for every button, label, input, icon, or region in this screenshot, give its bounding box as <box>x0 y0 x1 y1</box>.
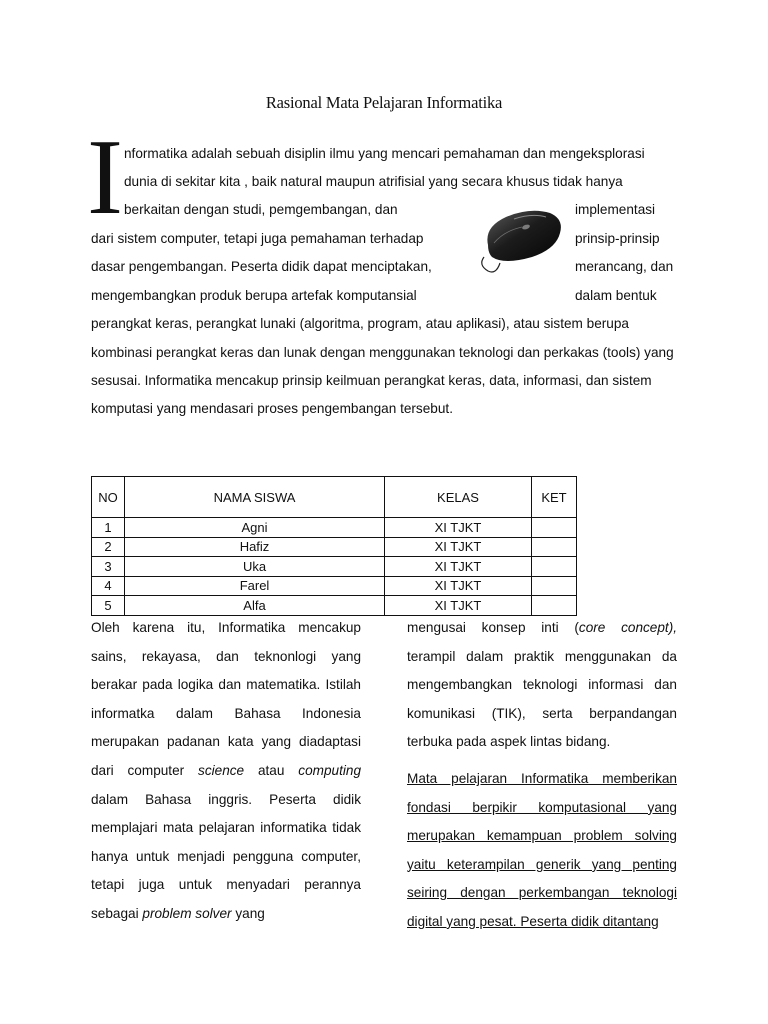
page-title: Rasional Mata Pelajaran Informatika <box>265 93 503 112</box>
left-text-yang: yang <box>235 905 265 921</box>
cell-nama: Hafiz <box>125 537 385 557</box>
left-text-problem-solver: problem solver <box>142 905 232 921</box>
table-header-row <box>92 477 577 518</box>
cell-nama: Farel <box>125 576 385 596</box>
cell-nama: Agni <box>125 518 385 538</box>
left-text-2: dalam Bahasa inggris. Peserta didik memplajari mata pelajaran informatika tidak hanya untuk menjadi pengguna computer, tetapi juga untuk menyadari perannya sebagai <box>91 791 361 921</box>
right-text-1a: mengusai konsep inti ( <box>407 620 579 635</box>
cell-ket <box>532 518 577 538</box>
left-text-science: science <box>198 762 245 778</box>
student-table <box>91 476 577 616</box>
header-kelas: KELAS <box>385 477 532 518</box>
cell-no: 5 <box>92 596 125 616</box>
table-row <box>92 518 577 538</box>
cell-no: 3 <box>92 557 125 577</box>
left-text-atau: atau <box>257 762 285 778</box>
left-text-1: Oleh karena itu, Informatika mencakup sains, rekayasa, dan teknonlogi yang berakar pada logika dan matematika. Istilah informatka dalam Bahasa Indonesia merupakan padanan kata yang diadaptasi dari computer <box>91 620 361 778</box>
table-row <box>92 576 577 596</box>
intro-line-5b: merancang, dan <box>575 259 674 274</box>
cell-no: 4 <box>92 576 125 596</box>
intro-line-4b: prinsip-prinsip <box>575 231 660 246</box>
cell-no: 2 <box>92 537 125 557</box>
cell-ket <box>532 557 577 577</box>
cell-kelas: XI TJKT <box>385 518 532 538</box>
right-text-core-concept: core concept), <box>578 620 678 635</box>
right-text-1b: terampil dalam praktik menggunakan da mengembangkan teknologi informasi dan komunikasi (TIK), serta berpandangan terbuka pada aspek lintas bidang. <box>407 648 677 750</box>
cell-ket <box>532 576 577 596</box>
intro-line-4a: dari sistem computer, tetapi juga pemahaman terhadap <box>91 231 424 246</box>
cell-nama: Uka <box>125 557 385 577</box>
intro-line-8: kombinasi perangkat keras dan lunak dengan menggunakan teknologi dan perkakas (tools) yang <box>91 345 674 360</box>
cell-ket <box>532 537 577 557</box>
intro-line-9: sesusai. Informatika mencakup prinsip keilmuan perangkat keras, data, informasi, dan sistem <box>91 373 652 388</box>
intro-line-5a: dasar pengembangan. Peserta didik dapat menciptakan, <box>91 259 432 274</box>
intro-line-1: nformatika adalah sebuah disiplin ilmu yang mencari pemahaman dan mengeksplorasi <box>124 146 645 161</box>
table-row <box>92 596 577 616</box>
intro-line-3a: berkaitan dengan studi, pemgembangan, dan <box>124 202 398 217</box>
cell-ket <box>532 596 577 616</box>
cell-kelas: XI TJKT <box>385 576 532 596</box>
left-text-computing: computing <box>298 762 361 778</box>
intro-line-3b: implementasi <box>575 202 656 217</box>
cell-kelas: XI TJKT <box>385 596 532 616</box>
intro-line-6b: dalam bentuk <box>575 288 657 303</box>
drop-cap: I <box>87 118 123 237</box>
right-text-2: Mata pelajaran Informatika memberikan fondasi berpikir komputasional yang merupakan kemampuan problem solving yaitu keterampilan generik yang penting seiring dengan perkembangan teknologi digital yang pesat. Peserta didik ditantang <box>407 771 677 929</box>
cell-kelas: XI TJKT <box>385 557 532 577</box>
header-ket: KET <box>532 477 577 518</box>
header-no: NO <box>92 477 125 518</box>
intro-line-6a: mengembangkan produk berupa artefak komputansial <box>91 288 417 303</box>
cell-kelas: XI TJKT <box>385 537 532 557</box>
computer-mouse-icon <box>474 205 566 280</box>
table-row <box>92 557 577 577</box>
intro-line-10: komputasi yang mendasari proses pengembangan tersebut. <box>91 401 453 416</box>
right-column-paragraph-1 <box>407 614 677 757</box>
intro-line-2: dunia di sekitar kita , baik natural maupun atrifisial yang secara khusus tidak hanya <box>124 174 623 189</box>
cell-no: 1 <box>92 518 125 538</box>
right-column-paragraph-2 <box>407 765 677 937</box>
left-column-paragraph <box>91 614 361 929</box>
intro-line-7: perangkat keras, perangkat lunaki (algoritma, program, atau aplikasi), atau sistem berupa <box>91 316 629 331</box>
cell-nama: Alfa <box>125 596 385 616</box>
header-nama-siswa: NAMA SISWA <box>125 477 385 518</box>
table-row <box>92 537 577 557</box>
